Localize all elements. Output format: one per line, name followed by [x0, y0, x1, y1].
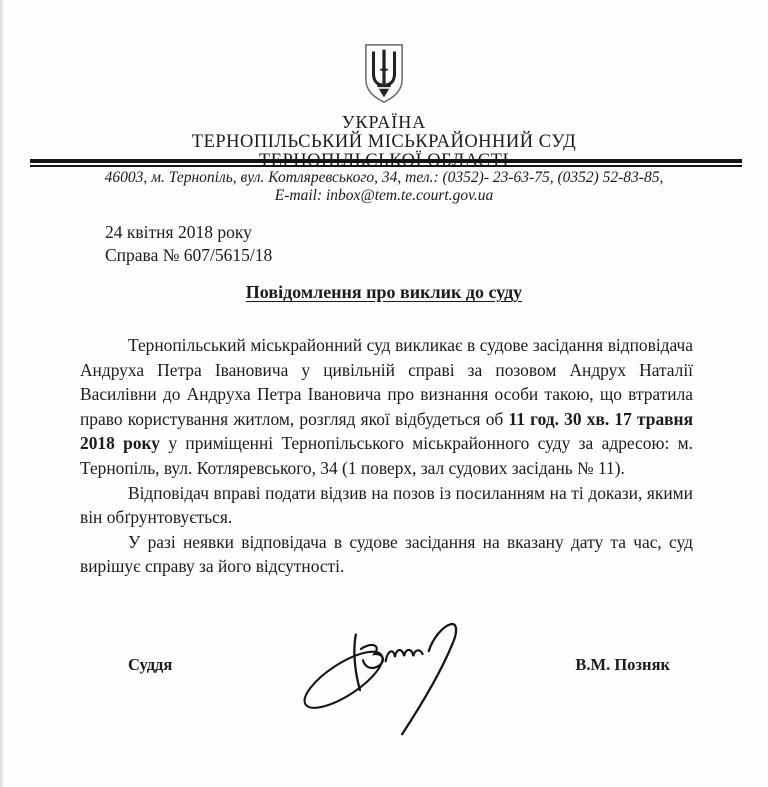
paragraph-summons-text-1: Тернопільський міськрайонний суд викликає в судове засідання відповідача Андруха Петра Івановича у цивільній справі за позовом Андрух Наталії Василівни до Андруха Петра Івановича про визнання особи такою, що втратила право користування житлом, розгляд якої відбудеться об [80, 335, 693, 429]
paragraph-summons [80, 333, 693, 481]
judge-role-label: Суддя [128, 655, 173, 674]
country-name: УКРАЇНА [341, 112, 427, 132]
document-date: 24 квітня 2018 року [105, 222, 252, 242]
document-meta [105, 221, 272, 267]
paragraph-response-right: Відповідач вправі подати відзив на позов із посиланням на ті докази, якими він обґрунтовується. [80, 482, 693, 528]
court-email-line: E-mail: inbox@tem.te.court.gov.ua [274, 187, 494, 204]
letterhead [0, 42, 768, 171]
signature-row [0, 655, 768, 675]
case-number: Справа № 607/5615/18 [105, 245, 273, 265]
court-address-block [0, 169, 768, 205]
court-name-line2: ТЕРНОПІЛЬСЬКОЇ ОБЛАСТІ [258, 151, 510, 171]
court-address-line: 46003, м. Тернопіль, вул. Котляревського, 34, тел.: (0352)- 23-63-75, (0352) 52-83-85, [104, 169, 664, 186]
judge-name: В.М. Позняк [575, 655, 670, 674]
court-name-line1: ТЕРНОПІЛЬСЬКИЙ МІСЬКРАЙОННИЙ СУД [191, 132, 577, 152]
document-title: Повідомлення про виклик до суду [245, 282, 523, 302]
paragraph-summons-text-2: у приміщенні Тернопільського міськрайонного суду за адресою: м. Тернопіль, вул. Котляревського, 34 (1 поверх, зал судових засідань № 11). [80, 433, 693, 478]
paragraph-absence-consequence: У разі неявки відповідача в судове засідання на вказану дату та час, суд вирішує справу за його відсутності. [80, 531, 693, 577]
hearing-datetime-bold: 11 год. 30 хв. 17 травня 2018 року [80, 408, 693, 454]
letterhead-divider-rule [30, 159, 742, 167]
ukraine-trident-emblem-icon [359, 42, 409, 105]
document-body [80, 333, 693, 579]
